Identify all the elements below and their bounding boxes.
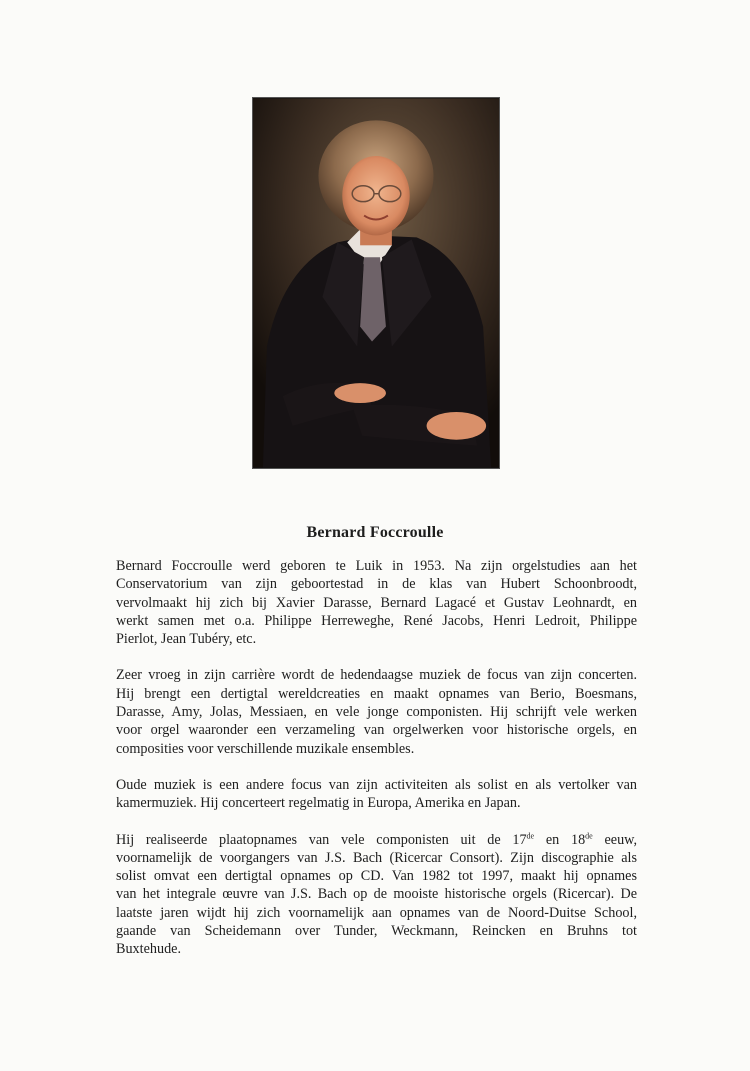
- text-line: van het integrale œuvre van J.S. Bach op de mooiste historische orgels (Ricercar). De: [116, 886, 637, 903]
- portrait-illustration: [253, 98, 499, 468]
- century-number: 17: [512, 831, 527, 848]
- text-segment: eeuw,: [604, 831, 638, 848]
- text-line: Buxtehude.: [116, 941, 182, 958]
- ordinal-suffix: de: [585, 830, 593, 840]
- text-line: voornamelijk de voorgangers van J.S. Bach (Ricercar Consort). Zijn discographie als: [116, 849, 637, 866]
- portrait-photo: [252, 97, 500, 469]
- text-line-with-superscripts: [116, 831, 637, 849]
- text-line: gaande van Scheidemann over Tunder, Weckmann, Reincken en Bruhns tot: [116, 923, 637, 940]
- text-line: Pierlot, Jean Tubéry, etc.: [116, 631, 257, 648]
- text-segment: en: [545, 831, 560, 848]
- text-line: kamermuziek. Hij concerteert regelmatig in Europa, Amerika en Japan.: [116, 795, 521, 812]
- text-segment: Hij realiseerde plaatopnames van vele componisten uit de: [116, 831, 501, 848]
- paragraph-3: [116, 776, 637, 813]
- text-line: solist omvat een dertigtal opnames op CD. Van 1982 tot 1997, maakt hij opnames: [116, 868, 637, 885]
- text-line: Zeer vroeg in zijn carrière wordt de hedendaagse muziek de focus van zijn concerten.: [116, 667, 637, 684]
- text-line: laatste jaren wijdt hij zich voornamelijk aan opnames van de Noord-Duitse School,: [116, 904, 637, 921]
- text-line: voor orgel waaronder een verzameling van orgelwerken voor historische orgels, en: [116, 722, 637, 739]
- text-line: vervolmaakt hij zich bij Xavier Darasse, Bernard Lagacé et Gustav Leohnardt, en: [116, 594, 637, 611]
- text-line: Hij brengt een dertigtal wereldcreaties en maakt opnames van Berio, Boesmans,: [116, 685, 637, 702]
- ordinal-suffix: de: [526, 830, 535, 840]
- text-line: Conservatorium van zijn geboortestad in de klas van Hubert Schoonbroodt,: [116, 576, 637, 593]
- paragraph-4: [116, 831, 637, 959]
- century-number: 18: [570, 831, 586, 848]
- biography-text: [116, 557, 637, 977]
- paragraph-2: [116, 666, 637, 757]
- text-line: Oude muziek is een andere focus van zijn activiteiten als solist en als vertolker van: [116, 776, 637, 793]
- paragraph-1: [116, 557, 637, 648]
- text-line: Darasse, Amy, Jolas, Messiaen, en vele jonge componisten. Hij schrijft vele werken: [116, 704, 637, 721]
- page-title: Bernard Foccroulle: [306, 524, 444, 541]
- text-line: werkt samen met o.a. Philippe Herreweghe, René Jacobs, Henri Ledroit, Philippe: [116, 612, 637, 629]
- text-line: composities voor verschillende muzikale ensembles.: [116, 740, 415, 757]
- text-line: Bernard Foccroulle werd geboren te Luik in 1953. Na zijn orgelstudies aan het: [116, 558, 637, 574]
